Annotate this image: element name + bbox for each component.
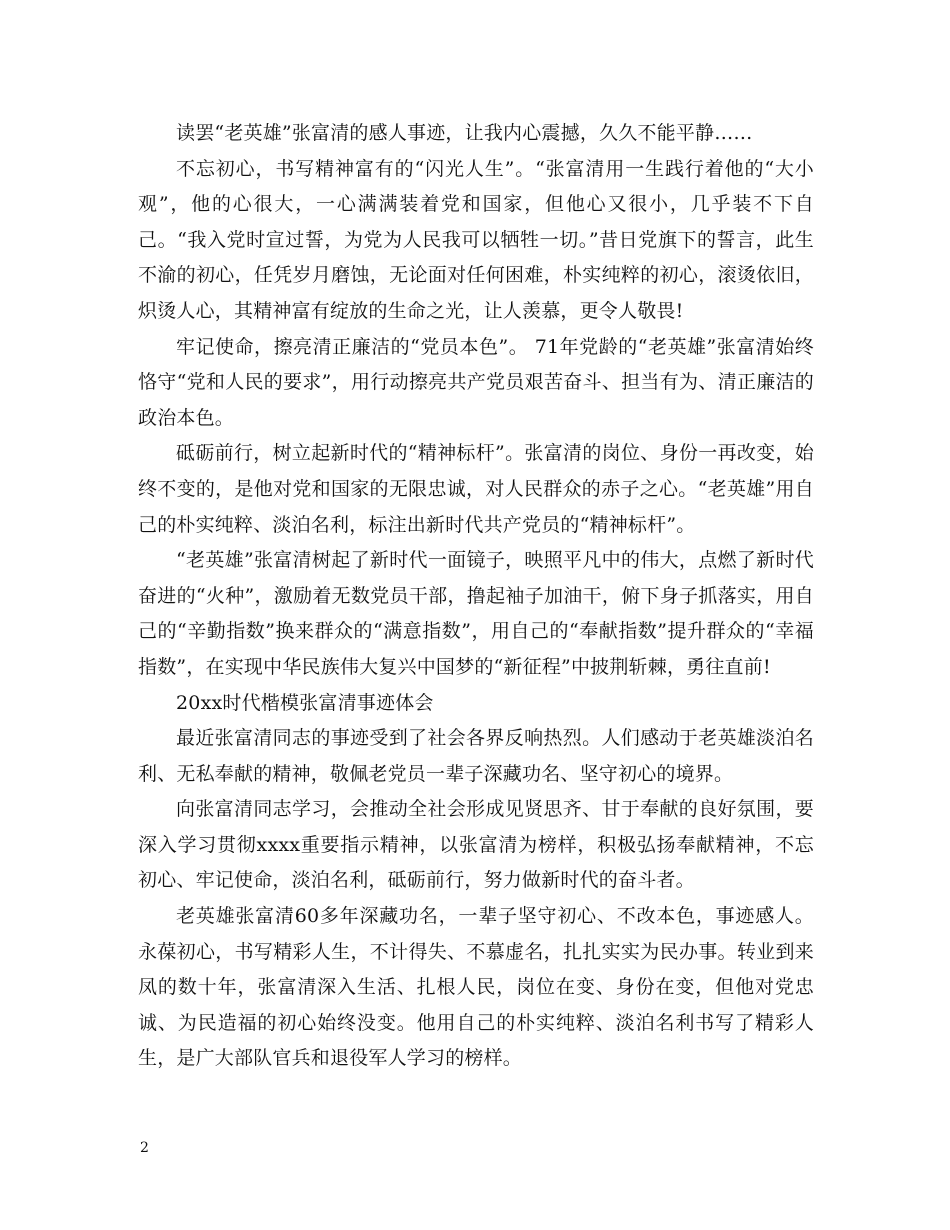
paragraph-9: 老英雄张富清60多年深藏功名，一辈子坚守初心、不改本色，事迹感人。永葆初心，书写精彩人生，不计得失、不慕虚名，扎扎实实为民办事。转业到来凤的数十年，张富清深入生活、扎根人民，岗位在变、身份在变，但他对党忠诚、为民造福的初心始终没变。他用自己的朴实纯粹、淡泊名利书写了精彩人生，是广大部队官兵和退役军人学习的榜样。: [138, 905, 814, 1070]
paragraph-3: 牢记使命，擦亮清正廉洁的“党员本色”。 71年党龄的“老英雄”张富清始终恪守“党和人民的要求”，用行动擦亮共产党员艰苦奋斗、担当有为、清正廉洁的政治本色。: [138, 335, 814, 429]
paragraph-2: 不忘初心，书写精神富有的“闪光人生”。“张富清用一生践行着他的“大小观”，他的心很大，一心满满装着党和国家，但他心又很小，几乎装不下自己。“我入党时宣过誓，为党为人民我可以牺牲一切。”昔日党旗下的誓言，此生不渝的初心，任凭岁月磨蚀，无论面对任何困难，朴实纯粹的初心，滚烫依旧，炽烫人心，其精神富有绽放的生命之光，让人羡慕，更令人敬畏!: [138, 157, 814, 322]
paragraph-5: “老英雄”张富清树起了新时代一面镜子，映照平凡中的伟大，点燃了新时代奋进的“火种”，激励着无数党员干部，撸起袖子加油干，俯下身子抓落实，用自己的“辛勤指数”换来群众的“满意指数”，用自己的“奉献指数”提升群众的“幸福指数”，在实现中华民族伟大复兴中国梦的“新征程”中披荆斩棘，勇往直前!: [138, 549, 814, 678]
section-heading: 20xx时代楷模张富清事迹体会: [176, 691, 434, 714]
paragraph-8: 向张富清同志学习，会推动全社会形成见贤思齐、甘于奉献的良好氛围，要深入学习贯彻xxxx重要指示精神，以张富清为榜样，积极弘扬奉献精神，不忘初心、牢记使命，淡泊名利，砥砺前行，努力做新时代的奋斗者。: [138, 798, 814, 892]
paragraph-7: 最近张富清同志的事迹受到了社会各界反响热烈。人们感动于老英雄淡泊名利、无私奉献的精神，敬佩老党员一辈子深藏功名、坚守初心的境界。: [138, 727, 814, 785]
page-number: 2: [140, 1140, 149, 1156]
paragraph-1: 读罢“老英雄”张富清的感人事迹，让我内心震撼，久久不能平静……: [176, 122, 753, 144]
document-body: [138, 116, 814, 1077]
paragraph-4: 砥砺前行，树立起新时代的“精神标杆”。张富清的岗位、身份一再改变，始终不变的，是他对党和国家的无限忠诚，对人民群众的赤子之心。“老英雄”用自己的朴实纯粹、淡泊名利，标注出新时代共产党员的“精神标杆”。: [138, 442, 814, 536]
